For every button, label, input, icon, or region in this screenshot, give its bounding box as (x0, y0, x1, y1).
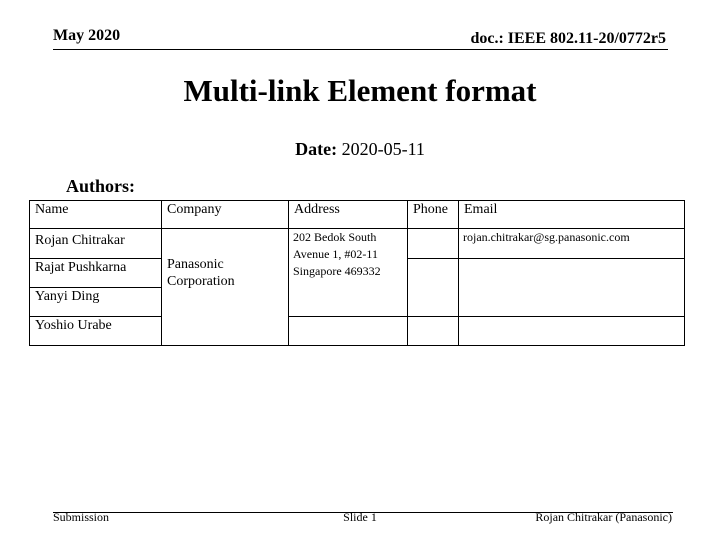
phone-cell (408, 259, 459, 317)
header-email: Email (459, 201, 685, 229)
header-doc-id: doc.: IEEE 802.11-20/0772r5 (470, 30, 666, 47)
footer-author: Rojan Chitrakar (Panasonic) (535, 510, 672, 524)
authors-label: Authors: (66, 176, 136, 196)
date-label: Date: (295, 139, 338, 159)
header-company: Company (162, 201, 289, 229)
header-phone: Phone (408, 201, 459, 229)
header-name: Name (30, 201, 162, 229)
date-value: 2020-05-11 (341, 139, 425, 159)
phone-cell (408, 317, 459, 346)
author-name: Yanyi Ding (30, 288, 162, 317)
company-name: Panasonic Corporation (167, 257, 235, 289)
author-name: Rajat Pushkarna (30, 259, 162, 288)
authors-table (29, 200, 685, 346)
email-cell (459, 259, 685, 317)
phone-cell (408, 229, 459, 259)
author-name: Rojan Chitrakar (30, 229, 162, 259)
address-cell (289, 317, 408, 346)
date-line (0, 139, 720, 160)
email-cell: rojan.chitrakar@sg.panasonic.com (459, 229, 685, 259)
email-cell (459, 317, 685, 346)
company-cell (162, 229, 289, 346)
address-cell: 202 Bedok South Avenue 1, #02-11 Singapore 469332 (289, 229, 408, 317)
footer-submission: Submission (53, 510, 110, 524)
header-date: May 2020 (53, 27, 121, 44)
author-name: Yoshio Urabe (30, 317, 162, 346)
footer-slide-number: Slide 1 (343, 510, 377, 524)
header-divider (53, 49, 668, 50)
header-address: Address (289, 201, 408, 229)
slide-title: Multi-link Element format (183, 73, 537, 108)
